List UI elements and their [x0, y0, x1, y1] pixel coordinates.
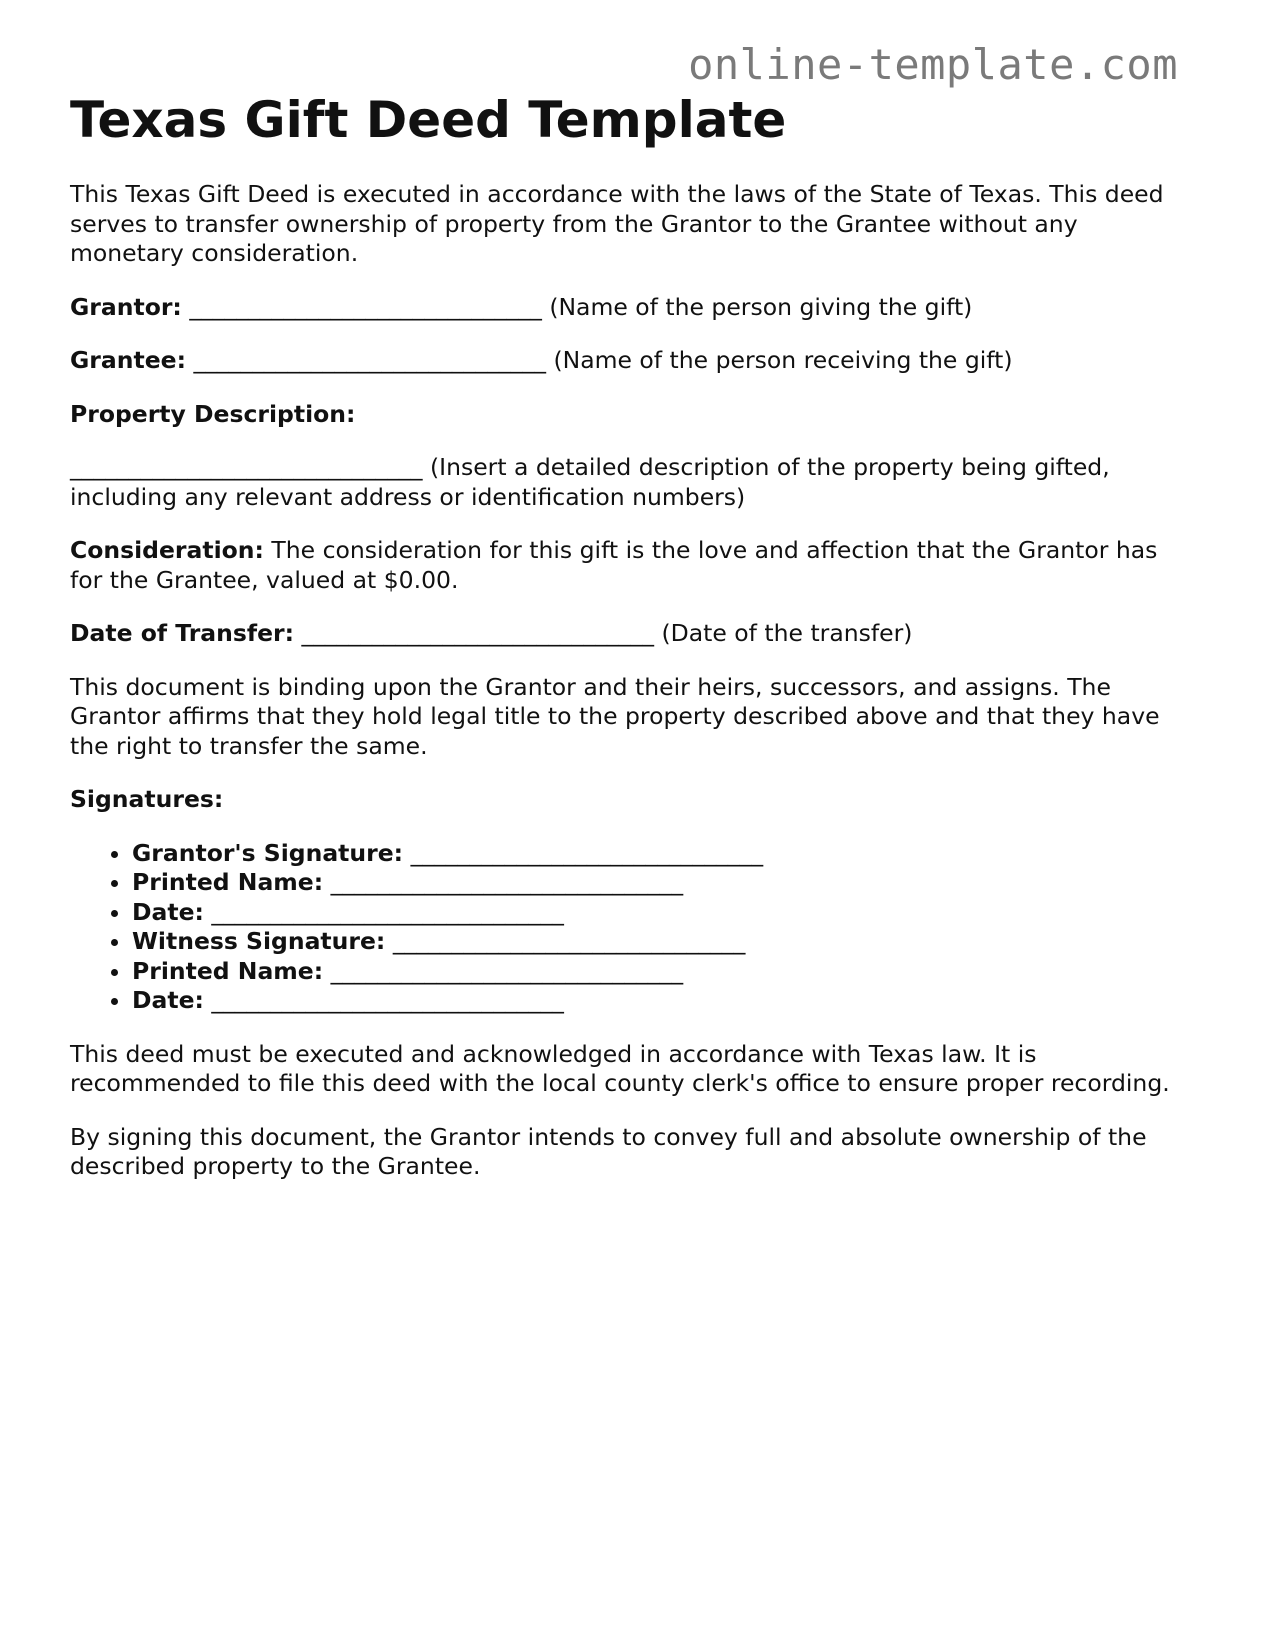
closing-paragraph: By signing this document, the Grantor intends to convey full and absolute ownership of the described property to the Grantee. — [70, 1122, 1147, 1180]
property-field — [70, 453, 1190, 512]
page-title: Texas Gift Deed Template — [70, 91, 787, 149]
grantor-date-label: Date: — [132, 897, 204, 926]
consideration-text: The consideration for this gift is the love and affection that the Grantor has for the Grantee, valued at $0.00. — [70, 536, 1158, 594]
witness-date-blank: ______________________________ — [211, 986, 564, 1014]
grantee-blank: ______________________________ — [193, 346, 546, 374]
consideration-paragraph — [70, 536, 1190, 595]
list-item — [132, 839, 1190, 869]
grantor-field — [70, 293, 1190, 323]
transfer-date-blank: ______________________________ — [301, 619, 655, 647]
grantor-signature-label: Grantor's Signature: — [132, 838, 404, 867]
list-item — [132, 927, 1190, 957]
consideration-label: Consideration: — [70, 536, 264, 564]
list-item — [132, 868, 1190, 898]
grantor-note: (Name of the person giving the gift) — [549, 292, 973, 321]
grantor-date-blank: ______________________________ — [211, 897, 564, 926]
grantee-field — [70, 346, 1190, 376]
property-heading — [70, 400, 1190, 430]
witness-date-label: Date: — [132, 986, 204, 1014]
execution-paragraph: This deed must be executed and acknowledged in accordance with Texas law. It is recommended to file this deed with the local county clerk's office to ensure proper recording. — [70, 1039, 1170, 1097]
grantor-printed-name-label: Printed Name: — [132, 868, 324, 896]
property-note: (Insert a detailed description of the property being gifted, including any relevant address or identification numbers) — [70, 453, 1110, 511]
signatures-heading — [70, 785, 1190, 815]
witness-printed-name-label: Printed Name: — [132, 956, 324, 985]
witness-printed-name-blank: ______________________________ — [330, 956, 684, 985]
list-item — [132, 957, 1190, 987]
list-item — [132, 986, 1190, 1016]
transfer-date-label: Date of Transfer: — [70, 619, 295, 647]
transfer-date-field — [70, 619, 1190, 649]
signatures-heading-label: Signatures: — [70, 785, 224, 813]
grantor-signature-blank: ______________________________ — [410, 838, 764, 867]
grantor-printed-name-blank: ______________________________ — [330, 868, 684, 896]
signature-list — [70, 839, 1190, 1016]
property-heading-label: Property Description: — [70, 399, 356, 428]
transfer-date-note: (Date of the transfer) — [661, 619, 913, 647]
grantee-note: (Name of the person receiving the gift) — [553, 346, 1013, 374]
list-item — [132, 898, 1190, 928]
property-blank: ______________________________ — [70, 453, 423, 481]
grantor-label: Grantor: — [70, 292, 182, 321]
witness-signature-label: Witness Signature: — [132, 927, 386, 955]
intro-paragraph: This Texas Gift Deed is executed in accordance with the laws of the State of Texas. This deed serves to transfer ownership of property from the Grantor to the Grantee without any monetary consideration. — [70, 180, 1164, 267]
document-body — [70, 180, 1190, 1206]
binding-paragraph: This document is binding upon the Grantor and their heirs, successors, and assigns. The Grantor affirms that they hold legal title to the property described above and that they have the right to transfer the same. — [70, 672, 1160, 760]
grantor-blank: ______________________________ — [189, 292, 542, 321]
witness-signature-blank: ______________________________ — [392, 927, 746, 955]
watermark: online-template.com — [688, 40, 1178, 89]
grantee-label: Grantee: — [70, 346, 186, 374]
